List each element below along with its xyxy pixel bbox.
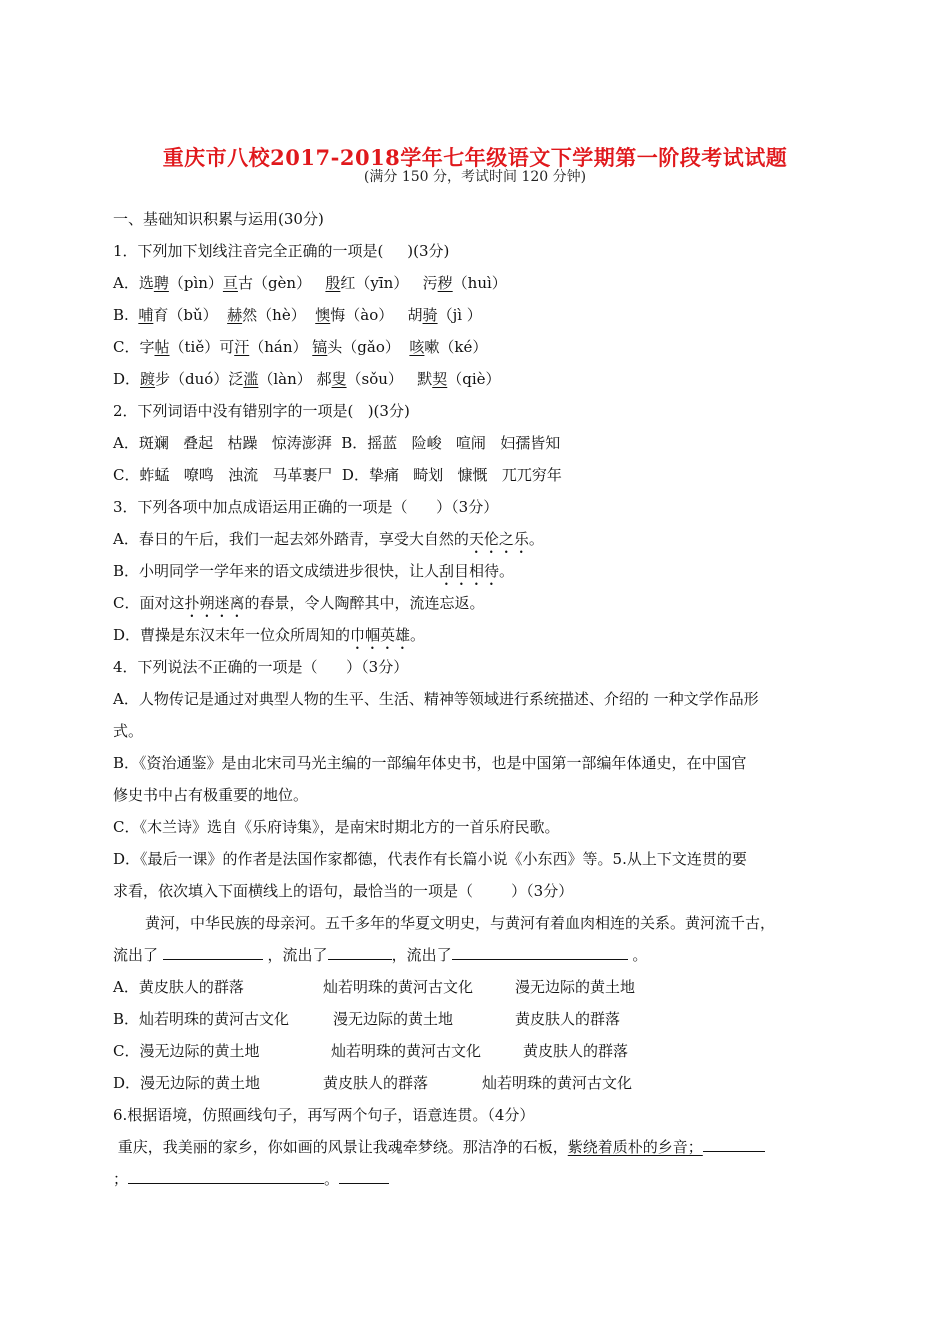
underlined-char: 镐 [312, 338, 328, 356]
question-5-option-a-2: 灿若明珠的黄河古文化 [323, 978, 474, 996]
text-segment: 重庆，我美丽的家乡，你如画的风景让我魂牵梦绕。那洁净的石板， [113, 1138, 568, 1156]
underlined-char: 滥 [243, 370, 259, 388]
fill-blank[interactable] [163, 944, 263, 960]
question-3-option-c [113, 592, 485, 621]
question-3-option-a [113, 528, 544, 557]
fill-blank[interactable] [339, 1168, 389, 1184]
section-heading: 一、基础知识积累与运用(30分) [113, 210, 324, 228]
question-3-option-d [113, 624, 425, 653]
text-segment: （qiè） [447, 370, 501, 388]
text-segment: （làn） 郝 [258, 370, 332, 388]
question-1-option-c [113, 336, 487, 357]
model-sentence: 紫绕着质朴的乡音； [567, 1138, 703, 1156]
text-segment: 流出了 [113, 946, 163, 964]
underlined-char: 汗 [234, 338, 250, 356]
question-5-option-d-3: 灿若明珠的黄河古文化 [482, 1074, 633, 1092]
text-segment: 。 [627, 946, 648, 964]
text-segment: ； [113, 1170, 129, 1188]
question-5-option-a-3: 漫无边际的黄土地 [515, 978, 636, 996]
underlined-char: 殷 [325, 274, 341, 292]
underlined-char: 踱 [140, 370, 156, 388]
text-segment: 。 [324, 1170, 340, 1188]
question-2-options-cd: C．蚱蜢 嘹鸣 浊流 马革裹尸 D．挚痛 畸划 慷慨 兀兀穷年 [113, 466, 562, 484]
question-1-stem: 1．下列加下划线注音完全正确的一项是( )(3分) [113, 242, 450, 260]
text-segment: 红（yīn） 污 [340, 274, 438, 292]
question-5-stem: 求看，依次填入下面横线上的语句，最恰当的一项是（ ）（3分） [113, 882, 574, 900]
question-4-option-d-line1: D．《最后一课》的作者是法国作家都德，代表作有长篇小说《小东西》等。5.从上下文连贯的要 [113, 850, 747, 868]
text-segment: 头（gǎo） [327, 338, 410, 356]
page-subtitle: (满分 150 分，考试时间 120 分钟) [363, 169, 587, 185]
text-segment: （jì ） [437, 306, 482, 324]
question-5-passage-line1: 黄河，中华民族的母亲河。五千多年的华夏文明史，与黄河有着血肉相连的关系。黄河流千古， [145, 914, 776, 932]
text-segment: ，流出了 [391, 946, 452, 964]
text-segment: C．面对这 [113, 594, 185, 612]
text-segment: 。 [499, 562, 515, 580]
question-2-stem: 2．下列词语中没有错别字的一项是( )(3分) [113, 402, 410, 420]
underlined-char: 亘 [222, 274, 238, 292]
underlined-char: 契 [432, 370, 448, 388]
text-segment: 嗽（ké） [424, 338, 488, 356]
question-3-option-b [113, 560, 514, 589]
text-segment: A．春日的午后，我们一起去郊外踏青，享受大自然的 [113, 530, 469, 548]
text-segment: （tiě）可 [169, 338, 235, 356]
underlined-char: 懊 [315, 306, 331, 324]
question-1-option-b [113, 304, 482, 325]
text-segment: 的春景，令人陶醉其中，流连忘返。 [244, 594, 485, 612]
question-6-passage [113, 1136, 765, 1157]
text-segment: D． [113, 370, 141, 388]
text-segment: （hán） [249, 338, 313, 356]
text-segment: B．小明同学一学年来的语文成绩进步很快，让人 [113, 562, 440, 580]
underlined-char: 赫 [227, 306, 243, 324]
text-segment: （pìn） [168, 274, 223, 292]
page-title: 重庆市八校2017-2018学年七年级语文下学期第一阶段考试试题 [162, 145, 788, 170]
text-segment: 。 [528, 530, 544, 548]
text-segment: 。 [410, 626, 426, 644]
question-6-answer-line [113, 1168, 389, 1189]
text-segment: D．曹操是东汉末年一位众所周知的 [113, 626, 351, 644]
question-5-option-b-2: 漫无边际的黄土地 [333, 1010, 454, 1028]
text-segment: 悔（ào） 胡 [330, 306, 423, 324]
text-segment: （sǒu） 默 [346, 370, 433, 388]
question-1-option-a [113, 272, 507, 293]
question-5-option-a-1: A．黄皮肤人的群落 [113, 978, 244, 996]
question-6-stem: 6.根据语境，仿照画线句子，再写两个句子，语意连贯。（4分） [113, 1106, 535, 1124]
underlined-char: 秽 [437, 274, 453, 292]
underlined-char: 骑 [422, 306, 438, 324]
question-5-option-c-1: C．漫无边际的黄土地 [113, 1042, 260, 1060]
underlined-char: 哺 [138, 306, 154, 324]
question-4-option-a-line2: 式。 [113, 722, 144, 740]
text-segment: 育（bǔ） [153, 306, 228, 324]
dotted-idiom: 刮目相待 [439, 562, 500, 580]
fill-blank[interactable] [128, 1168, 324, 1184]
text-segment: （huì） [452, 274, 507, 292]
question-5-option-b-1: B．灿若明珠的黄河古文化 [113, 1010, 290, 1028]
question-4-option-b-line2: 修史书中占有极重要的地位。 [113, 786, 309, 804]
text-segment: 步（duó）泛 [155, 370, 244, 388]
text-segment: B. [113, 306, 139, 324]
dotted-idiom: 巾帼英雄 [350, 626, 411, 644]
question-3-stem: 3．下列各项中加点成语运用正确的一项是（ ）（3分） [113, 498, 499, 516]
question-5-option-c-2: 灿若明珠的黄河古文化 [331, 1042, 482, 1060]
underlined-char: 咳 [409, 338, 425, 356]
question-4-option-c: C．《木兰诗》选自《乐府诗集》，是南宋时期北方的一首乐府民歌。 [113, 818, 560, 836]
underlined-char: 聘 [153, 274, 169, 292]
fill-blank[interactable] [703, 1136, 765, 1152]
text-segment: ，流出了 [262, 946, 328, 964]
dotted-idiom: 天伦之乐 [468, 530, 529, 548]
fill-blank[interactable] [328, 944, 392, 960]
question-4-stem: 4．下列说法不正确的一项是（ ）（3分） [113, 658, 409, 676]
question-5-option-c-3: 黄皮肤人的群落 [523, 1042, 629, 1060]
question-5-option-d-1: D．漫无边际的黄土地 [113, 1074, 261, 1092]
question-4-option-b-line1: B．《资治通鉴》是由北宋司马光主编的一部编年体史书，也是中国第一部编年体通史，在中国官 [113, 754, 747, 772]
text-segment: 古（gèn） [237, 274, 326, 292]
underlined-char: 帖 [154, 338, 170, 356]
text-segment: A．选 [113, 274, 154, 292]
underlined-char: 叟 [331, 370, 347, 388]
text-segment: C．字 [113, 338, 155, 356]
question-2-options-ab: A．斑斓 叠起 枯躁 惊涛澎湃 B．摇蓝 险峻 喧闹 妇孺皆知 [113, 434, 561, 452]
question-5-passage-line2 [113, 944, 647, 965]
question-4-option-a-line1: A．人物传记是通过对典型人物的生平、生活、精神等领域进行系统描述、介绍的 一种文学作品形 [113, 690, 759, 708]
dotted-idiom: 扑朔迷离 [184, 594, 245, 612]
question-1-option-d [113, 368, 501, 389]
question-5-option-d-2: 黄皮肤人的群落 [323, 1074, 429, 1092]
fill-blank[interactable] [452, 944, 628, 960]
text-segment: 然（hè） [242, 306, 316, 324]
question-5-option-b-3: 黄皮肤人的群落 [515, 1010, 621, 1028]
